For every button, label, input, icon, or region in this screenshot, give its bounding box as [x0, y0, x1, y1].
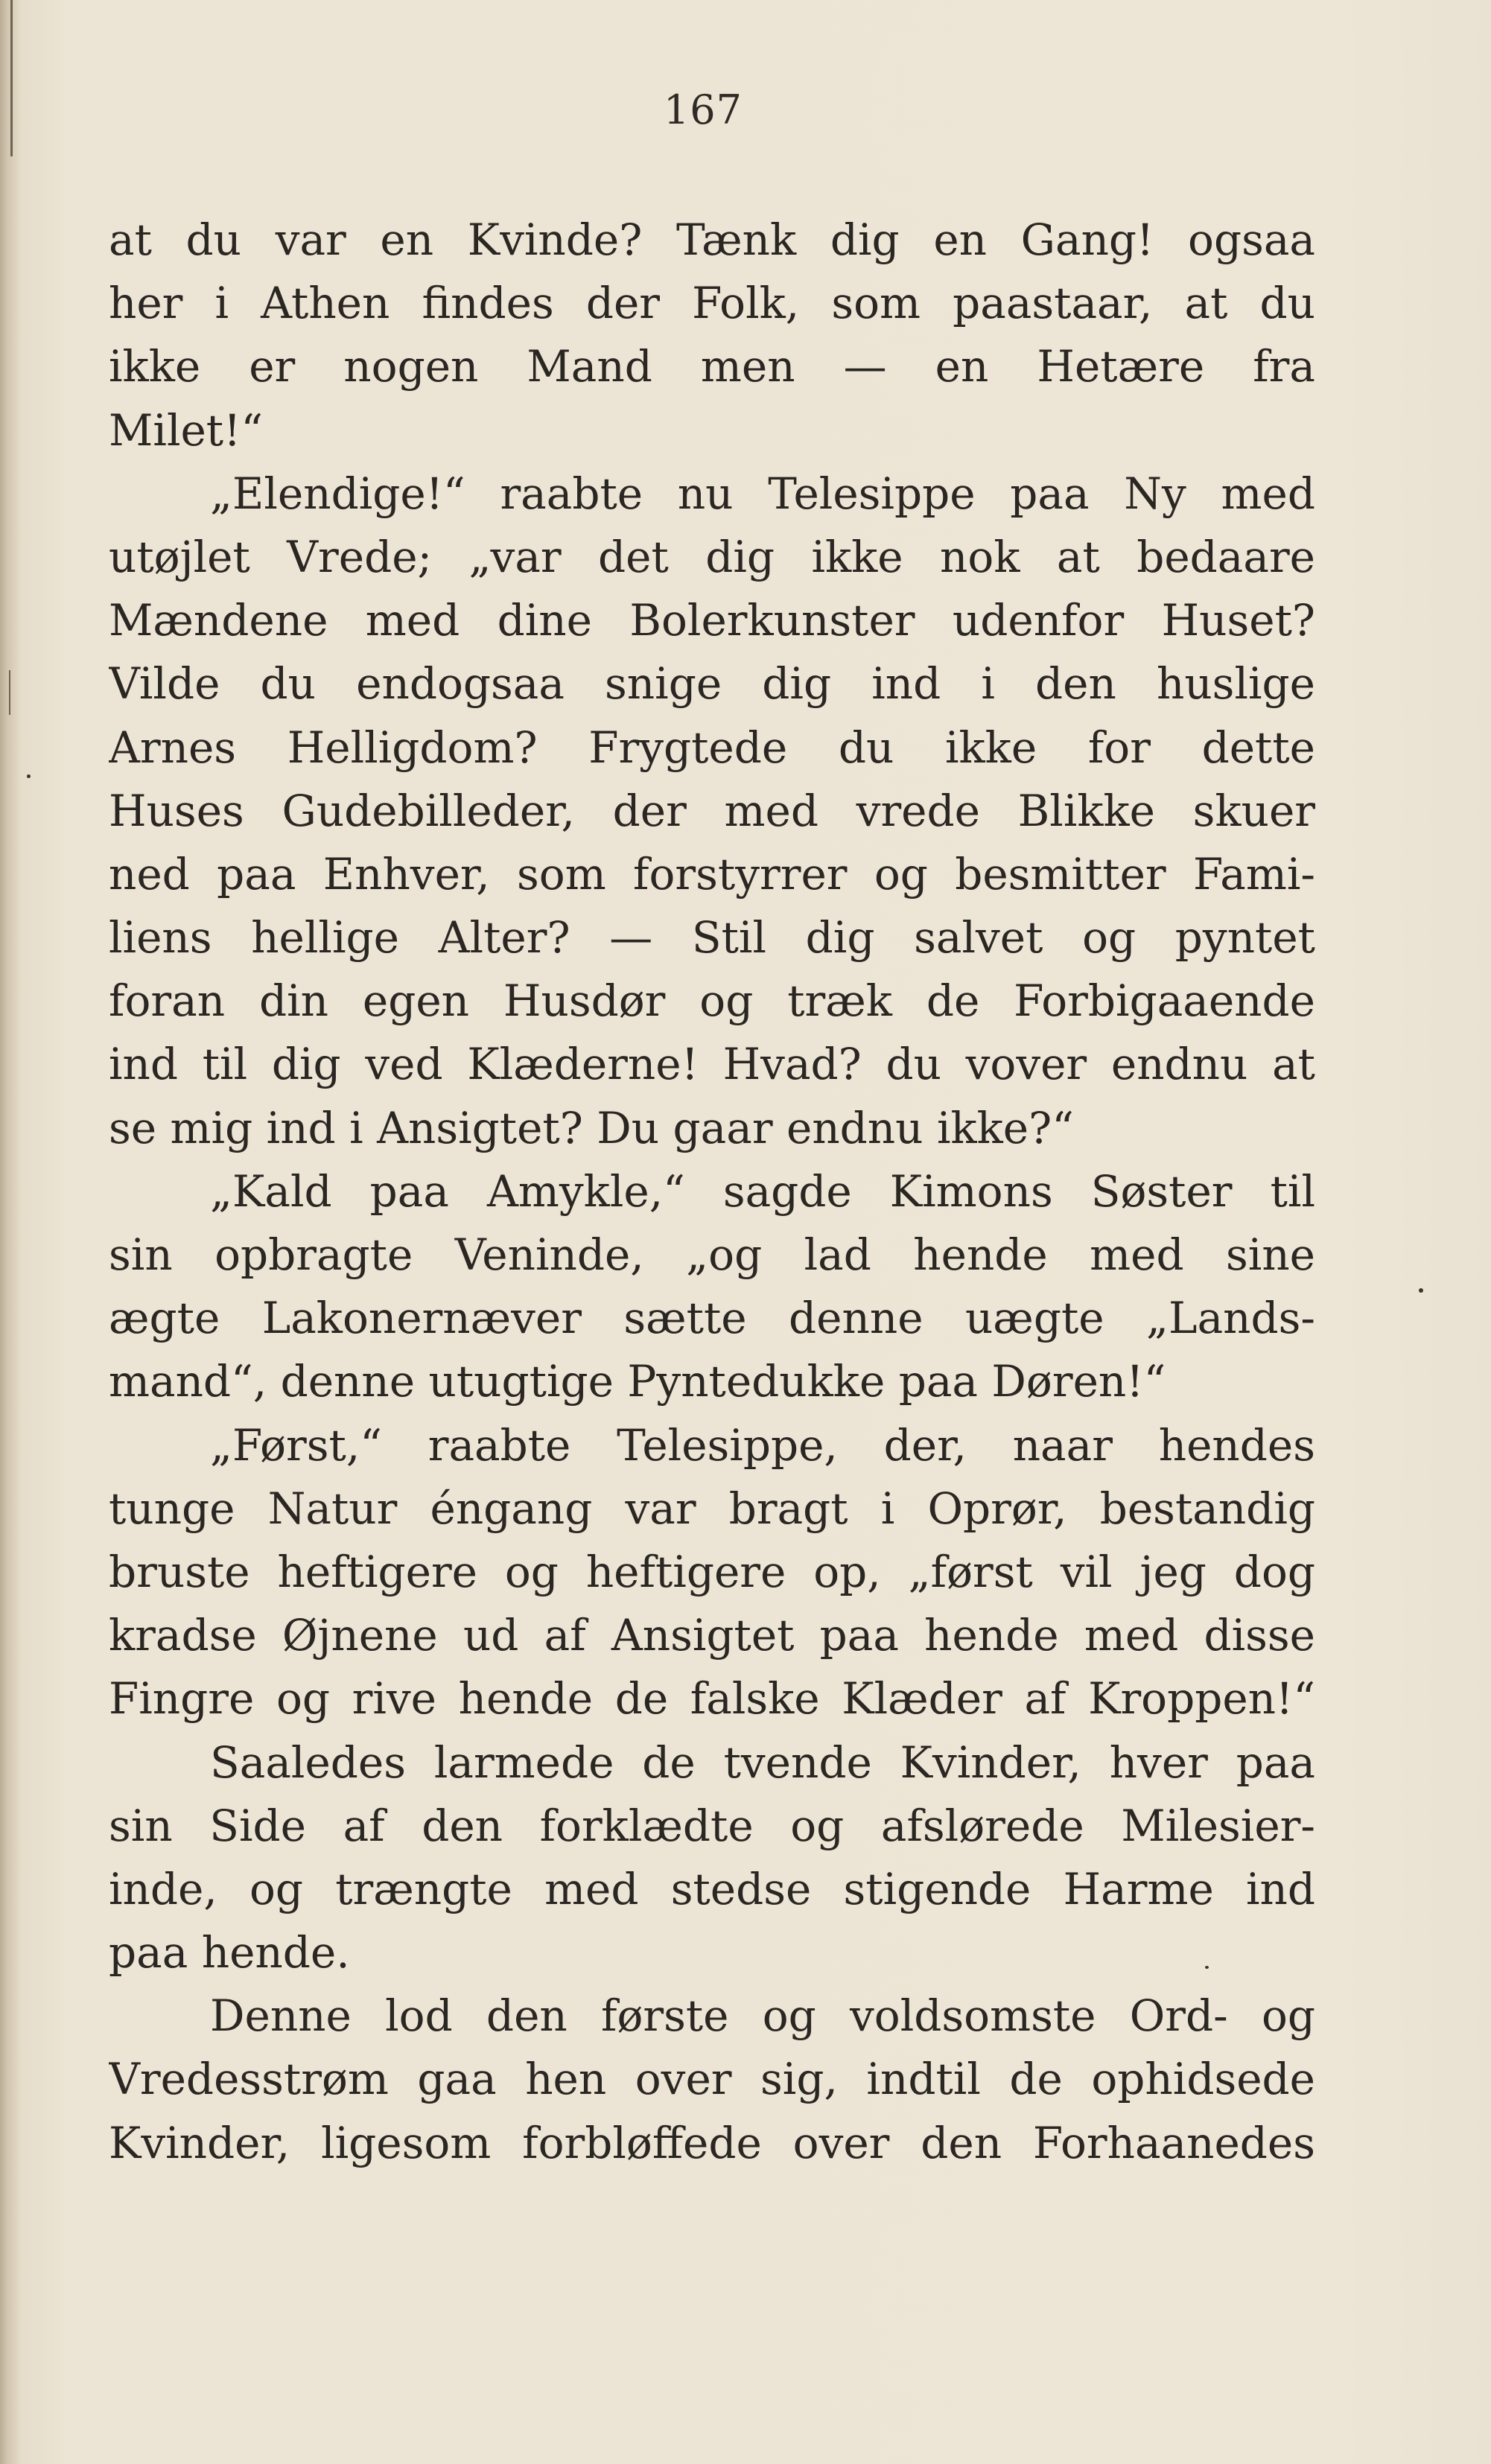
text-line: Milet!“: [109, 404, 264, 456]
text-line: ned paa Enhver, som forstyrrer og besmitter Fami-: [109, 848, 1315, 900]
text-line: Denne lod den første og voldsomste Ord- og: [210, 1990, 1315, 2042]
text-line: bruste heftigere og heftigere op, „først vil jeg dog: [109, 1546, 1315, 1597]
text-line: liens hellige Alter? — Stil dig salvet og pyntet: [109, 912, 1315, 964]
text-line: Huses Gudebilleder, der med vrede Blikke skuer: [109, 785, 1315, 836]
text-line: paa hende.: [109, 1927, 350, 1978]
text-line: „Elendige!“ raabte nu Telesippe paa Ny med: [210, 468, 1315, 519]
page-binding-edge: [0, 0, 19, 2464]
print-speck: [1205, 1966, 1209, 1969]
body-text: [109, 208, 1315, 2175]
text-line: foran din egen Husdør og træk de Forbigaaende: [109, 975, 1315, 1027]
text-line: utøjlet Vrede; „var det dig ikke nok at bedaare: [109, 531, 1315, 582]
text-line: mand“, denne utugtige Pyntedukke paa Døren!“: [109, 1356, 1166, 1407]
text-line: Kvinder, ligesom forbløffede over den Forhaanedes: [109, 2117, 1315, 2168]
text-line: Mændene med dine Bolerkunster udenfor Huset?: [109, 595, 1315, 646]
print-speck: [1419, 1288, 1423, 1293]
text-line: tunge Natur éngang var bragt i Oprør, bestandig: [109, 1483, 1315, 1534]
text-line: at du var en Kvinde? Tænk dig en Gang! ogsaa: [109, 214, 1315, 265]
text-line: „Først,“ raabte Telesippe, der, naar hendes: [210, 1419, 1315, 1471]
binding-shadow-line: [9, 670, 10, 715]
text-line: kradse Øjnene ud af Ansigtet paa hende med disse: [109, 1610, 1315, 1661]
text-line: Arnes Helligdom? Frygtede du ikke for dette: [109, 722, 1315, 773]
text-line: Vredesstrøm gaa hen over sig, indtil de ophidsede: [109, 2054, 1315, 2105]
page-number: 167: [663, 86, 743, 133]
text-line: ægte Lakonernæver sætte denne uægte „Lands-: [109, 1293, 1315, 1344]
text-line: Fingre og rive hende de falske Klæder af Kroppen!“: [109, 1673, 1315, 1725]
text-line: se mig ind i Ansigtet? Du gaar endnu ikke?“: [109, 1102, 1074, 1153]
text-line: her i Athen findes der Folk, som paastaar, at du: [109, 278, 1315, 329]
text-line: Vilde du endogsaa snige dig ind i den huslige: [109, 658, 1315, 710]
text-line: ikke er nogen Mand men — en Hetære fra: [109, 341, 1315, 392]
print-speck: [27, 774, 31, 778]
text-line: Saaledes larmede de tvende Kvinder, hver paa: [210, 1736, 1315, 1788]
text-line: sin Side af den forklædte og afslørede Milesier-: [109, 1800, 1315, 1851]
text-line: sin opbragte Veninde, „og lad hende med sine: [109, 1229, 1315, 1280]
text-line: inde, og trængte med stedse stigende Harme ind: [109, 1863, 1315, 1914]
text-line: ind til dig ved Klæderne! Hvad? du vover endnu at: [109, 1039, 1315, 1090]
text-line: „Kald paa Amykle,“ sagde Kimons Søster til: [210, 1165, 1315, 1217]
